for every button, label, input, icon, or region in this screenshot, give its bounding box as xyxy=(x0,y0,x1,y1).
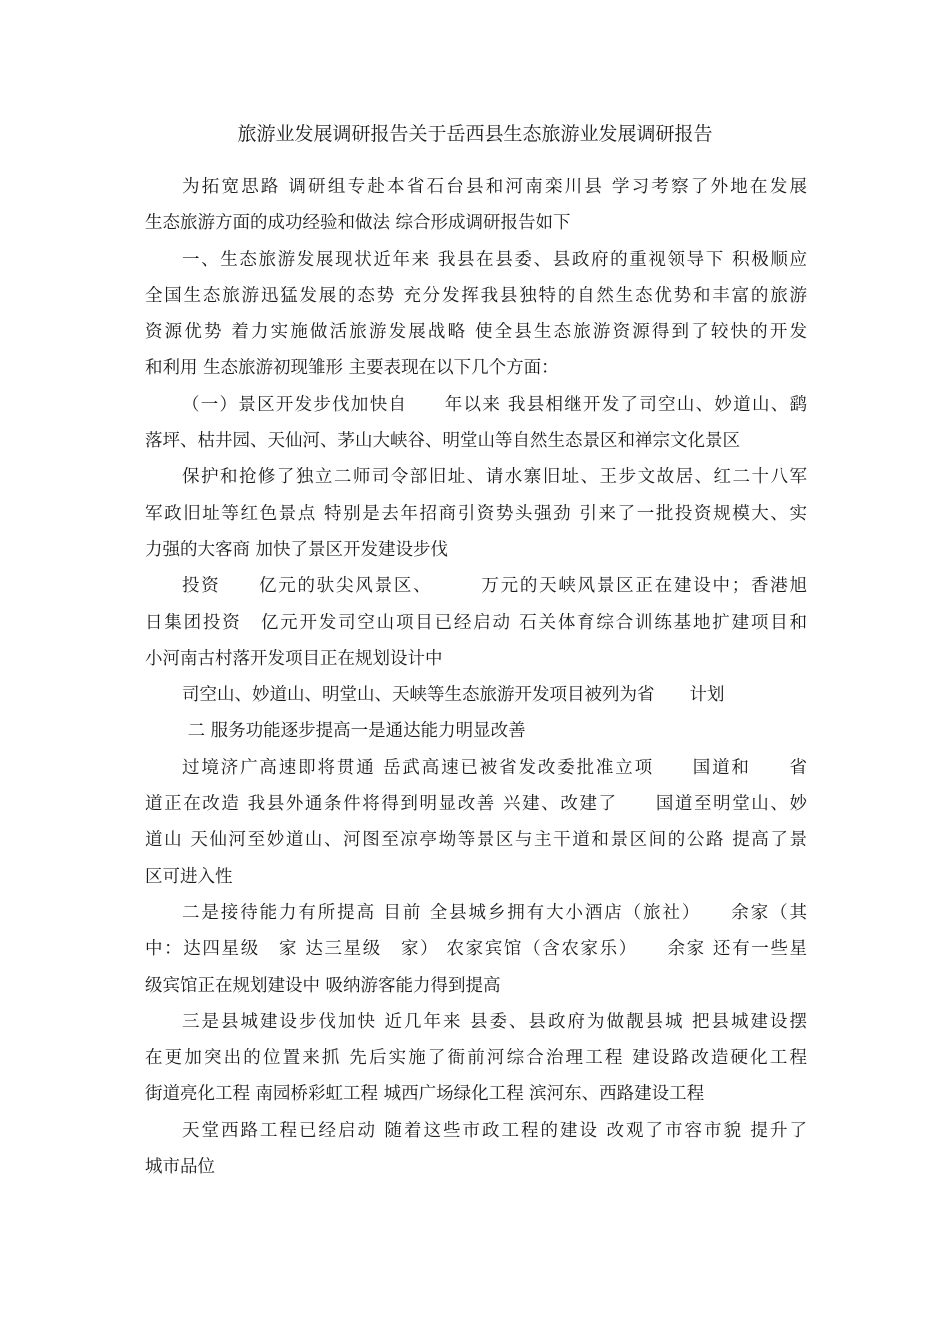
paragraph-line: 中：达四星级 家 达三星级 家） 农家宾馆（含农家乐） 余家 还有一些星 xyxy=(145,939,807,960)
document-body xyxy=(145,169,807,1185)
paragraph xyxy=(145,568,807,677)
paragraph xyxy=(145,895,807,1004)
paragraph xyxy=(145,750,807,895)
paragraph-line: 力强的大客商 加快了景区开发建设步伐 xyxy=(145,539,449,560)
paragraph-line: 二是接待能力有所提高 目前 全县城乡拥有大小酒店（旅社） 余家（其 xyxy=(182,902,807,923)
paragraph xyxy=(145,387,807,460)
paragraph xyxy=(145,1004,807,1113)
paragraph-line: 为拓宽思路 调研组专赴本省石台县和河南栾川县 学习考察了外地在发展 xyxy=(182,177,807,197)
paragraph-line: 二 服务功能逐步提高一是通达能力明显改善 xyxy=(182,721,526,742)
paragraph-line: 军政旧址等红色景点 特别是去年招商引资势头强劲 引来了一批投资规模大、实 xyxy=(145,503,807,524)
paragraph-line: 天堂西路工程已经启动 随着这些市政工程的建设 改观了市容市貌 提升了 xyxy=(182,1120,807,1141)
paragraph-line: 投资 亿元的驮尖风景区、 万元的天峡风景区正在建设中；香港旭 xyxy=(182,576,807,597)
paragraph-line: 和利用 生态旅游初现雏形 主要表现在以下几个方面： xyxy=(145,358,559,379)
paragraph-line: 级宾馆正在规划建设中 吸纳游客能力得到提高 xyxy=(145,975,501,996)
paragraph-line: 一、生态旅游发展现状近年来 我县在县委、县政府的重视领导下 积极顺应 xyxy=(182,249,807,270)
document-title: 旅游业发展调研报告关于岳西县生态旅游业发展调研报告 xyxy=(237,123,713,145)
paragraph-line: 过境济广高速即将贯通 岳武高速已被省发改委批准立项 国道和 省 xyxy=(182,757,807,778)
paragraph xyxy=(145,1113,807,1186)
paragraph-line: 城市品位 xyxy=(145,1157,215,1178)
paragraph-line: 全国生态旅游迅猛发展的态势 充分发挥我县独特的自然生态优势和丰富的旅游 xyxy=(145,285,807,306)
paragraph-line: 保护和抢修了独立二师司令部旧址、请水寨旧址、王步文故居、红二十八军 xyxy=(182,467,807,488)
paragraph-line: 司空山、妙道山、明堂山、天峡等生态旅游开发项目被列为省 计划 xyxy=(182,685,725,706)
paragraph-line: 落坪、枯井园、天仙河、茅山大峡谷、明堂山等自然生态景区和禅宗文化景区 xyxy=(145,431,740,452)
paragraph-line: （一）景区开发步伐加快自 年以来 我县相继开发了司空山、妙道山、鹞 xyxy=(182,394,807,415)
paragraph-line: 资源优势 着力实施做活旅游发展战略 使全县生态旅游资源得到了较快的开发 xyxy=(145,322,807,343)
paragraph xyxy=(145,242,807,387)
paragraph-line: 生态旅游方面的成功经验和做法 综合形成调研报告如下 xyxy=(145,213,571,234)
paragraph-line: 在更加突出的位置来抓 先后实施了衙前河综合治理工程 建设路改造硬化工程 xyxy=(145,1048,807,1069)
paragraph xyxy=(145,459,807,568)
paragraph-line: 三是县城建设步伐加快 近几年来 县委、县政府为做靓县城 把县城建设摆 xyxy=(182,1011,807,1032)
paragraph-line: 道山 天仙河至妙道山、河图至凉亭坳等景区与主干道和景区间的公路 提高了景 xyxy=(145,830,807,851)
paragraph-line: 区可进入性 xyxy=(145,866,233,887)
paragraph xyxy=(145,169,807,242)
paragraph-line: 日集团投资 亿元开发司空山项目已经启动 石关体育综合训练基地扩建项目和 xyxy=(145,612,807,633)
paragraph xyxy=(145,677,807,713)
paragraph xyxy=(145,713,807,749)
paragraph-line: 道正在改造 我县外通条件将得到明显改善 兴建、改建了 国道至明堂山、妙 xyxy=(145,794,807,815)
paragraph-line: 街道亮化工程 南园桥彩虹工程 城西广场绿化工程 滨河东、西路建设工程 xyxy=(145,1084,705,1105)
paragraph-line: 小河南古村落开发项目正在规划设计中 xyxy=(145,648,443,669)
